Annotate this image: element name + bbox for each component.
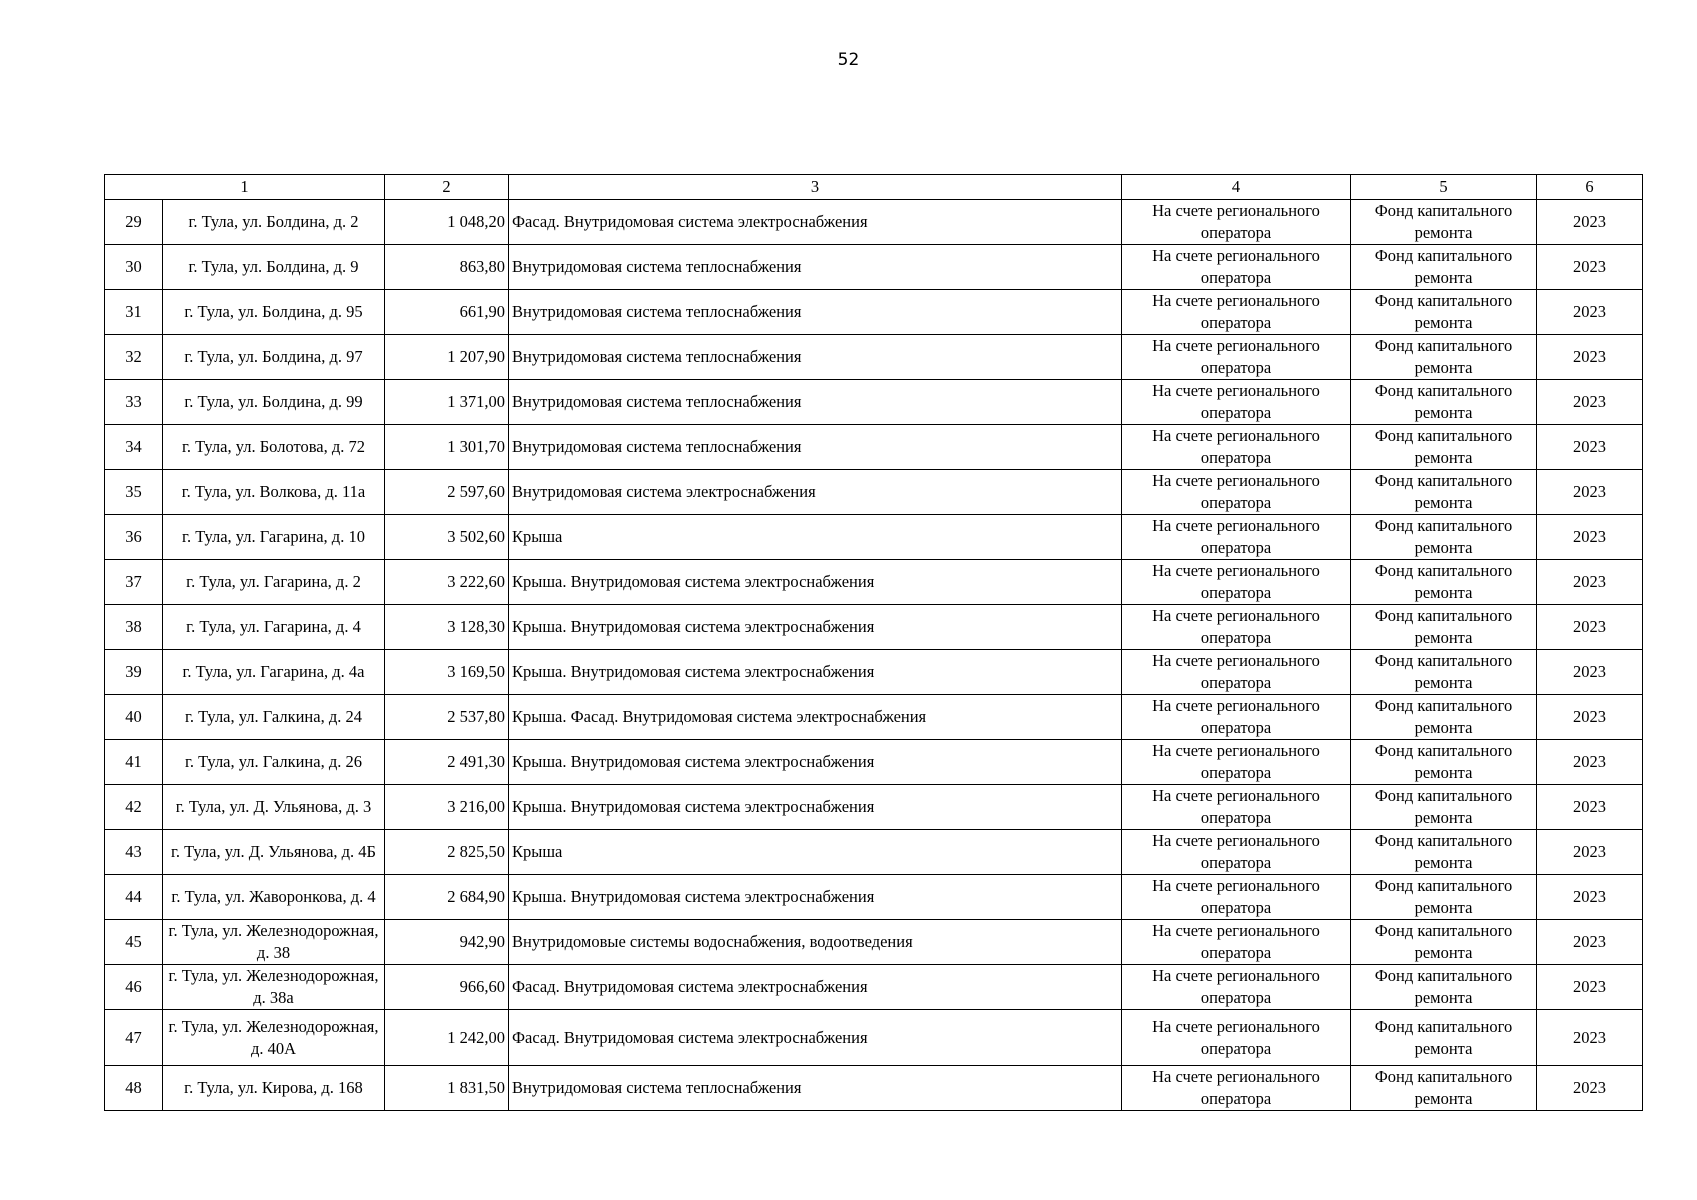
year-cell: 2023	[1537, 920, 1643, 965]
account-cell: На счете регионального оператора	[1122, 470, 1351, 515]
account-cell: На счете регионального оператора	[1122, 245, 1351, 290]
works-cell: Внутридомовые системы водоснабжения, водоотведения	[509, 920, 1122, 965]
area-cell: 3 216,00	[385, 785, 509, 830]
capital-repair-table	[104, 174, 1643, 1111]
address-cell: г. Тула, ул. Галкина, д. 26	[163, 740, 385, 785]
row-number-cell: 36	[105, 515, 163, 560]
table-row	[105, 740, 1643, 785]
works-cell: Фасад. Внутридомовая система электроснабжения	[509, 1010, 1122, 1066]
table-row	[105, 245, 1643, 290]
row-number-cell: 40	[105, 695, 163, 740]
works-cell: Крыша. Внутридомовая система электроснабжения	[509, 560, 1122, 605]
funding-source-cell: Фонд капитального ремонта	[1351, 425, 1537, 470]
funding-source-cell: Фонд капитального ремонта	[1351, 1066, 1537, 1111]
row-number-cell: 33	[105, 380, 163, 425]
area-cell: 2 537,80	[385, 695, 509, 740]
table-row	[105, 515, 1643, 560]
area-cell: 661,90	[385, 290, 509, 335]
works-cell: Внутридомовая система теплоснабжения	[509, 380, 1122, 425]
funding-source-cell: Фонд капитального ремонта	[1351, 200, 1537, 245]
address-cell: г. Тула, ул. Гагарина, д. 2	[163, 560, 385, 605]
funding-source-cell: Фонд капитального ремонта	[1351, 1010, 1537, 1066]
table-row	[105, 290, 1643, 335]
year-cell: 2023	[1537, 785, 1643, 830]
address-cell: г. Тула, ул. Железнодорожная, д. 38а	[163, 965, 385, 1010]
funding-source-cell: Фонд капитального ремонта	[1351, 290, 1537, 335]
account-cell: На счете регионального оператора	[1122, 515, 1351, 560]
address-cell: г. Тула, ул. Волкова, д. 11а	[163, 470, 385, 515]
year-cell: 2023	[1537, 470, 1643, 515]
row-number-cell: 41	[105, 740, 163, 785]
year-cell: 2023	[1537, 560, 1643, 605]
area-cell: 1 371,00	[385, 380, 509, 425]
funding-source-cell: Фонд капитального ремонта	[1351, 335, 1537, 380]
funding-source-cell: Фонд капитального ремонта	[1351, 965, 1537, 1010]
row-number-cell: 48	[105, 1066, 163, 1111]
address-cell: г. Тула, ул. Болдина, д. 2	[163, 200, 385, 245]
row-number-cell: 31	[105, 290, 163, 335]
address-cell: г. Тула, ул. Д. Ульянова, д. 3	[163, 785, 385, 830]
funding-source-cell: Фонд капитального ремонта	[1351, 875, 1537, 920]
row-number-cell: 39	[105, 650, 163, 695]
area-cell: 2 825,50	[385, 830, 509, 875]
account-cell: На счете регионального оператора	[1122, 605, 1351, 650]
address-cell: г. Тула, ул. Гагарина, д. 10	[163, 515, 385, 560]
row-number-cell: 43	[105, 830, 163, 875]
row-number-cell: 38	[105, 605, 163, 650]
works-cell: Внутридомовая система теплоснабжения	[509, 425, 1122, 470]
address-cell: г. Тула, ул. Болдина, д. 9	[163, 245, 385, 290]
works-cell: Фасад. Внутридомовая система электроснабжения	[509, 965, 1122, 1010]
account-cell: На счете регионального оператора	[1122, 875, 1351, 920]
works-cell: Крыша. Фасад. Внутридомовая система электроснабжения	[509, 695, 1122, 740]
row-number-cell: 37	[105, 560, 163, 605]
table-row	[105, 785, 1643, 830]
works-cell: Крыша. Внутридомовая система электроснабжения	[509, 740, 1122, 785]
year-cell: 2023	[1537, 380, 1643, 425]
address-cell: г. Тула, ул. Железнодорожная, д. 40А	[163, 1010, 385, 1066]
works-cell: Крыша. Внутридомовая система электроснабжения	[509, 605, 1122, 650]
account-cell: На счете регионального оператора	[1122, 965, 1351, 1010]
header-row	[105, 175, 1643, 200]
works-cell: Внутридомовая система теплоснабжения	[509, 335, 1122, 380]
table-row	[105, 1066, 1643, 1111]
year-cell: 2023	[1537, 245, 1643, 290]
table-row	[105, 560, 1643, 605]
year-cell: 2023	[1537, 1066, 1643, 1111]
address-cell: г. Тула, ул. Гагарина, д. 4а	[163, 650, 385, 695]
address-cell: г. Тула, ул. Болдина, д. 97	[163, 335, 385, 380]
row-number-cell: 47	[105, 1010, 163, 1066]
address-cell: г. Тула, ул. Кирова, д. 168	[163, 1066, 385, 1111]
address-cell: г. Тула, ул. Железнодорожная, д. 38	[163, 920, 385, 965]
row-number-cell: 42	[105, 785, 163, 830]
area-cell: 3 222,60	[385, 560, 509, 605]
table-row	[105, 875, 1643, 920]
year-cell: 2023	[1537, 425, 1643, 470]
funding-source-cell: Фонд капитального ремонта	[1351, 380, 1537, 425]
works-cell: Крыша. Внутридомовая система электроснабжения	[509, 650, 1122, 695]
address-cell: г. Тула, ул. Гагарина, д. 4	[163, 605, 385, 650]
funding-source-cell: Фонд капитального ремонта	[1351, 830, 1537, 875]
column-header-6: 6	[1537, 175, 1643, 200]
funding-source-cell: Фонд капитального ремонта	[1351, 785, 1537, 830]
area-cell: 3 128,30	[385, 605, 509, 650]
table-body	[105, 200, 1643, 1111]
account-cell: На счете регионального оператора	[1122, 785, 1351, 830]
table-row	[105, 920, 1643, 965]
account-cell: На счете регионального оператора	[1122, 380, 1351, 425]
row-number-cell: 32	[105, 335, 163, 380]
area-cell: 2 491,30	[385, 740, 509, 785]
column-header-1: 1	[105, 175, 385, 200]
table-row	[105, 200, 1643, 245]
account-cell: На счете регионального оператора	[1122, 335, 1351, 380]
account-cell: На счете регионального оператора	[1122, 1066, 1351, 1111]
table-row	[105, 425, 1643, 470]
area-cell: 2 684,90	[385, 875, 509, 920]
funding-source-cell: Фонд капитального ремонта	[1351, 245, 1537, 290]
account-cell: На счете регионального оператора	[1122, 830, 1351, 875]
year-cell: 2023	[1537, 965, 1643, 1010]
area-cell: 1 207,90	[385, 335, 509, 380]
column-header-3: 3	[509, 175, 1122, 200]
account-cell: На счете регионального оператора	[1122, 650, 1351, 695]
year-cell: 2023	[1537, 1010, 1643, 1066]
area-cell: 3 169,50	[385, 650, 509, 695]
table-row	[105, 650, 1643, 695]
area-cell: 966,60	[385, 965, 509, 1010]
area-cell: 1 242,00	[385, 1010, 509, 1066]
year-cell: 2023	[1537, 875, 1643, 920]
funding-source-cell: Фонд капитального ремонта	[1351, 920, 1537, 965]
table-row	[105, 380, 1643, 425]
account-cell: На счете регионального оператора	[1122, 695, 1351, 740]
works-cell: Внутридомовая система электроснабжения	[509, 470, 1122, 515]
row-number-cell: 34	[105, 425, 163, 470]
works-cell: Фасад. Внутридомовая система электроснабжения	[509, 200, 1122, 245]
account-cell: На счете регионального оператора	[1122, 200, 1351, 245]
address-cell: г. Тула, ул. Галкина, д. 24	[163, 695, 385, 740]
row-number-cell: 35	[105, 470, 163, 515]
year-cell: 2023	[1537, 830, 1643, 875]
year-cell: 2023	[1537, 605, 1643, 650]
year-cell: 2023	[1537, 200, 1643, 245]
table-row	[105, 605, 1643, 650]
table-row	[105, 965, 1643, 1010]
funding-source-cell: Фонд капитального ремонта	[1351, 605, 1537, 650]
area-cell: 2 597,60	[385, 470, 509, 515]
year-cell: 2023	[1537, 650, 1643, 695]
account-cell: На счете регионального оператора	[1122, 290, 1351, 335]
year-cell: 2023	[1537, 695, 1643, 740]
works-cell: Внутридомовая система теплоснабжения	[509, 290, 1122, 335]
works-cell: Крыша	[509, 515, 1122, 560]
works-cell: Внутридомовая система теплоснабжения	[509, 245, 1122, 290]
address-cell: г. Тула, ул. Болдина, д. 95	[163, 290, 385, 335]
address-cell: г. Тула, ул. Болотова, д. 72	[163, 425, 385, 470]
area-cell: 1 301,70	[385, 425, 509, 470]
table-row	[105, 470, 1643, 515]
row-number-cell: 46	[105, 965, 163, 1010]
works-cell: Крыша. Внутридомовая система электроснабжения	[509, 875, 1122, 920]
column-header-5: 5	[1351, 175, 1537, 200]
row-number-cell: 29	[105, 200, 163, 245]
table-row	[105, 830, 1643, 875]
row-number-cell: 45	[105, 920, 163, 965]
year-cell: 2023	[1537, 335, 1643, 380]
year-cell: 2023	[1537, 740, 1643, 785]
address-cell: г. Тула, ул. Д. Ульянова, д. 4Б	[163, 830, 385, 875]
area-cell: 1 831,50	[385, 1066, 509, 1111]
funding-source-cell: Фонд капитального ремонта	[1351, 515, 1537, 560]
works-cell: Крыша. Внутридомовая система электроснабжения	[509, 785, 1122, 830]
address-cell: г. Тула, ул. Жаворонкова, д. 4	[163, 875, 385, 920]
column-header-4: 4	[1122, 175, 1351, 200]
funding-source-cell: Фонд капитального ремонта	[1351, 470, 1537, 515]
account-cell: На счете регионального оператора	[1122, 425, 1351, 470]
column-header-2: 2	[385, 175, 509, 200]
row-number-cell: 30	[105, 245, 163, 290]
account-cell: На счете регионального оператора	[1122, 560, 1351, 605]
area-cell: 1 048,20	[385, 200, 509, 245]
funding-source-cell: Фонд капитального ремонта	[1351, 650, 1537, 695]
page-number: 52	[837, 50, 860, 70]
works-cell: Внутридомовая система теплоснабжения	[509, 1066, 1122, 1111]
address-cell: г. Тула, ул. Болдина, д. 99	[163, 380, 385, 425]
funding-source-cell: Фонд капитального ремонта	[1351, 740, 1537, 785]
table-row	[105, 1010, 1643, 1066]
funding-source-cell: Фонд капитального ремонта	[1351, 560, 1537, 605]
row-number-cell: 44	[105, 875, 163, 920]
area-cell: 942,90	[385, 920, 509, 965]
account-cell: На счете регионального оператора	[1122, 1010, 1351, 1066]
area-cell: 863,80	[385, 245, 509, 290]
year-cell: 2023	[1537, 290, 1643, 335]
table-row	[105, 335, 1643, 380]
account-cell: На счете регионального оператора	[1122, 920, 1351, 965]
works-cell: Крыша	[509, 830, 1122, 875]
table-row	[105, 695, 1643, 740]
account-cell: На счете регионального оператора	[1122, 740, 1351, 785]
funding-source-cell: Фонд капитального ремонта	[1351, 695, 1537, 740]
year-cell: 2023	[1537, 515, 1643, 560]
area-cell: 3 502,60	[385, 515, 509, 560]
